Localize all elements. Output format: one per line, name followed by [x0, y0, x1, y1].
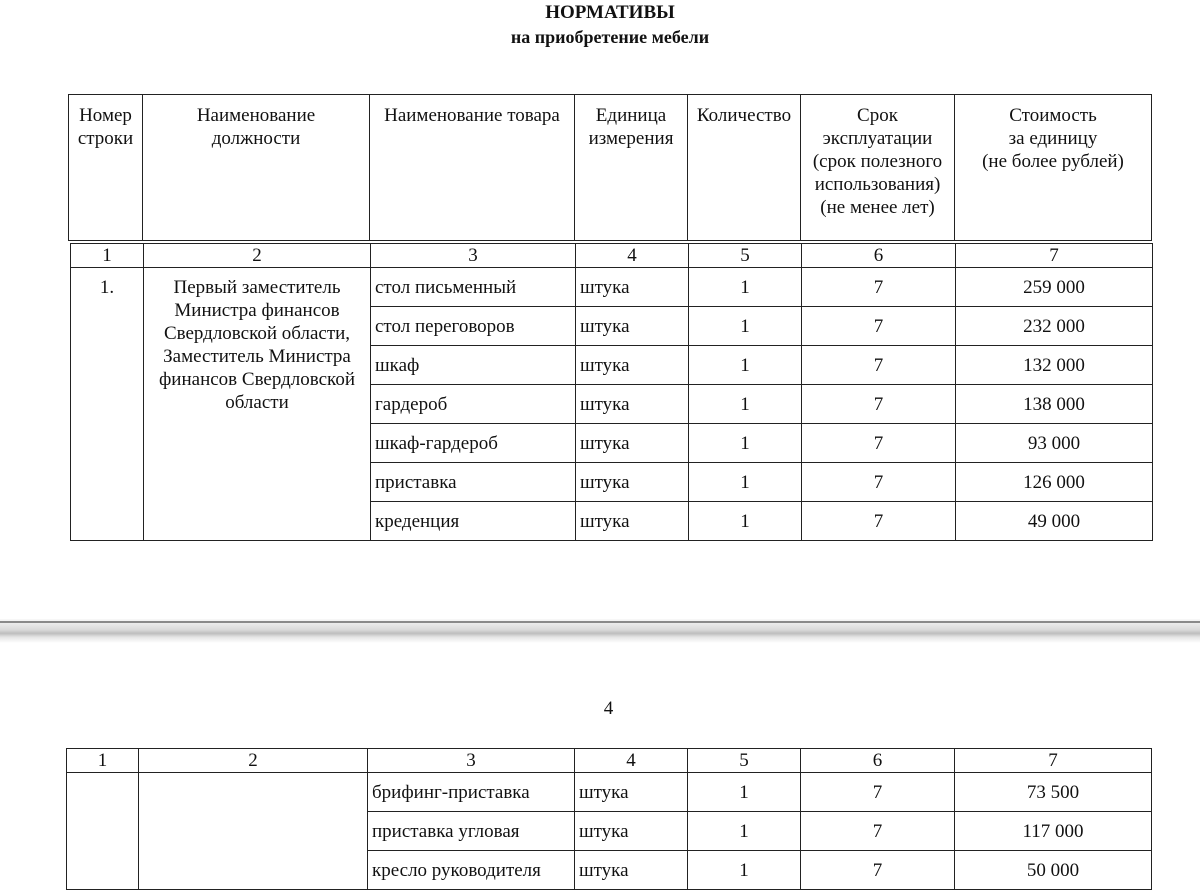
- price-cell: 126 000: [956, 463, 1153, 502]
- header-line: использования): [814, 174, 941, 195]
- term-cell: 7: [802, 463, 956, 502]
- header-line: Номер: [79, 105, 132, 126]
- price-cell: 73 500: [955, 773, 1152, 812]
- item-name-cell: стол переговоров: [371, 307, 576, 346]
- header-line: Наименование: [196, 105, 316, 126]
- header-cell-position: [143, 95, 370, 241]
- column-number: 7: [956, 244, 1153, 268]
- price-cell: 117 000: [955, 812, 1152, 851]
- unit-cell: штука: [575, 851, 688, 890]
- term-cell: 7: [801, 812, 955, 851]
- term-cell: 7: [802, 424, 956, 463]
- header-line: измерения: [588, 128, 674, 149]
- position-line: Министра финансов: [174, 300, 340, 321]
- column-number: 6: [802, 244, 956, 268]
- quantity-cell: 1: [688, 812, 801, 851]
- column-number: 3: [371, 244, 576, 268]
- term-cell: 7: [801, 851, 955, 890]
- term-cell: 7: [802, 346, 956, 385]
- header-line: должности: [211, 128, 301, 149]
- position-line: Первый заместитель: [173, 277, 341, 298]
- item-name-cell: креденция: [371, 502, 576, 541]
- quantity-cell: 1: [688, 851, 801, 890]
- column-number: 3: [368, 749, 575, 773]
- position-cell: [139, 773, 368, 890]
- item-name-cell: брифинг-приставка: [368, 773, 575, 812]
- header-table: [68, 94, 1152, 241]
- position-line: Свердловской области,: [163, 323, 351, 344]
- position-line: Заместитель Министра: [163, 346, 351, 367]
- norms-table-page-4: [66, 748, 1152, 890]
- item-name-cell: приставка: [371, 463, 576, 502]
- item-name-cell: стол письменный: [371, 268, 576, 307]
- column-number: 4: [575, 749, 688, 773]
- column-number-row: [67, 749, 1152, 773]
- norms-table-page-3: [70, 243, 1153, 541]
- price-cell: 49 000: [956, 502, 1153, 541]
- column-number: 6: [801, 749, 955, 773]
- row-number-cell: 1.: [71, 268, 144, 541]
- unit-cell: штука: [576, 424, 689, 463]
- quantity-cell: 1: [689, 307, 802, 346]
- quantity-cell: 1: [689, 463, 802, 502]
- item-name-cell: шкаф: [371, 346, 576, 385]
- column-number: 5: [689, 244, 802, 268]
- page-break-edge: [0, 621, 1200, 623]
- column-number: 5: [688, 749, 801, 773]
- unit-cell: штука: [576, 463, 689, 502]
- unit-cell: штука: [575, 812, 688, 851]
- column-number: 7: [955, 749, 1152, 773]
- quantity-cell: 1: [688, 773, 801, 812]
- item-name-cell: гардероб: [371, 385, 576, 424]
- page-number: 4: [603, 698, 614, 719]
- position-line: финансов Свердловской: [159, 369, 355, 390]
- unit-cell: штука: [576, 307, 689, 346]
- term-cell: 7: [802, 502, 956, 541]
- header-cell-quantity: [688, 95, 801, 241]
- header-cell-price: [955, 95, 1152, 241]
- price-cell: 259 000: [956, 268, 1153, 307]
- term-cell: 7: [802, 307, 956, 346]
- price-cell: 232 000: [956, 307, 1153, 346]
- column-number-row: [71, 244, 1153, 268]
- unit-cell: штука: [576, 268, 689, 307]
- header-cell-unit: [575, 95, 688, 241]
- item-name-cell: кресло руководителя: [368, 851, 575, 890]
- quantity-cell: 1: [689, 424, 802, 463]
- header-line: Стоимость: [1009, 105, 1097, 126]
- column-number: 1: [71, 244, 144, 268]
- column-number: 4: [576, 244, 689, 268]
- unit-cell: штука: [576, 346, 689, 385]
- position-cell: [144, 268, 371, 541]
- quantity-cell: 1: [689, 268, 802, 307]
- unit-cell: штука: [575, 773, 688, 812]
- header-line: (не более рублей): [982, 151, 1124, 172]
- price-cell: 50 000: [955, 851, 1152, 890]
- item-name-cell: приставка угловая: [368, 812, 575, 851]
- column-number: 2: [139, 749, 368, 773]
- header-line: за единицу: [1008, 128, 1098, 149]
- unit-cell: штука: [576, 385, 689, 424]
- quantity-cell: 1: [689, 502, 802, 541]
- table-row: [71, 268, 1153, 307]
- header-line: Наименование товара: [384, 105, 560, 126]
- header-line: Срок: [857, 105, 898, 126]
- column-number: 1: [67, 749, 139, 773]
- header-cell-item: [370, 95, 575, 241]
- row-number-cell: [67, 773, 139, 890]
- header-line: строки: [77, 128, 134, 149]
- header-line: Количество: [696, 105, 792, 126]
- price-cell: 132 000: [956, 346, 1153, 385]
- header-cell-term: [801, 95, 955, 241]
- price-cell: 138 000: [956, 385, 1153, 424]
- header-row: [69, 95, 1152, 241]
- header-cell-row-number: [69, 95, 143, 241]
- term-cell: 7: [802, 268, 956, 307]
- column-number: 2: [144, 244, 371, 268]
- unit-cell: штука: [576, 502, 689, 541]
- header-line: эксплуатации: [822, 128, 933, 149]
- document-subtitle: на приобретение мебели: [510, 27, 710, 47]
- item-name-cell: шкаф-гардероб: [371, 424, 576, 463]
- price-cell: 93 000: [956, 424, 1153, 463]
- header-line: (срок полезного: [812, 151, 943, 172]
- term-cell: 7: [801, 773, 955, 812]
- document-title: НОРМАТИВЫ: [545, 2, 675, 23]
- table-row: [67, 773, 1152, 812]
- quantity-cell: 1: [689, 385, 802, 424]
- quantity-cell: 1: [689, 346, 802, 385]
- header-line: (не менее лет): [820, 197, 935, 218]
- position-line: области: [225, 392, 289, 413]
- header-line: Единица: [595, 105, 667, 126]
- term-cell: 7: [802, 385, 956, 424]
